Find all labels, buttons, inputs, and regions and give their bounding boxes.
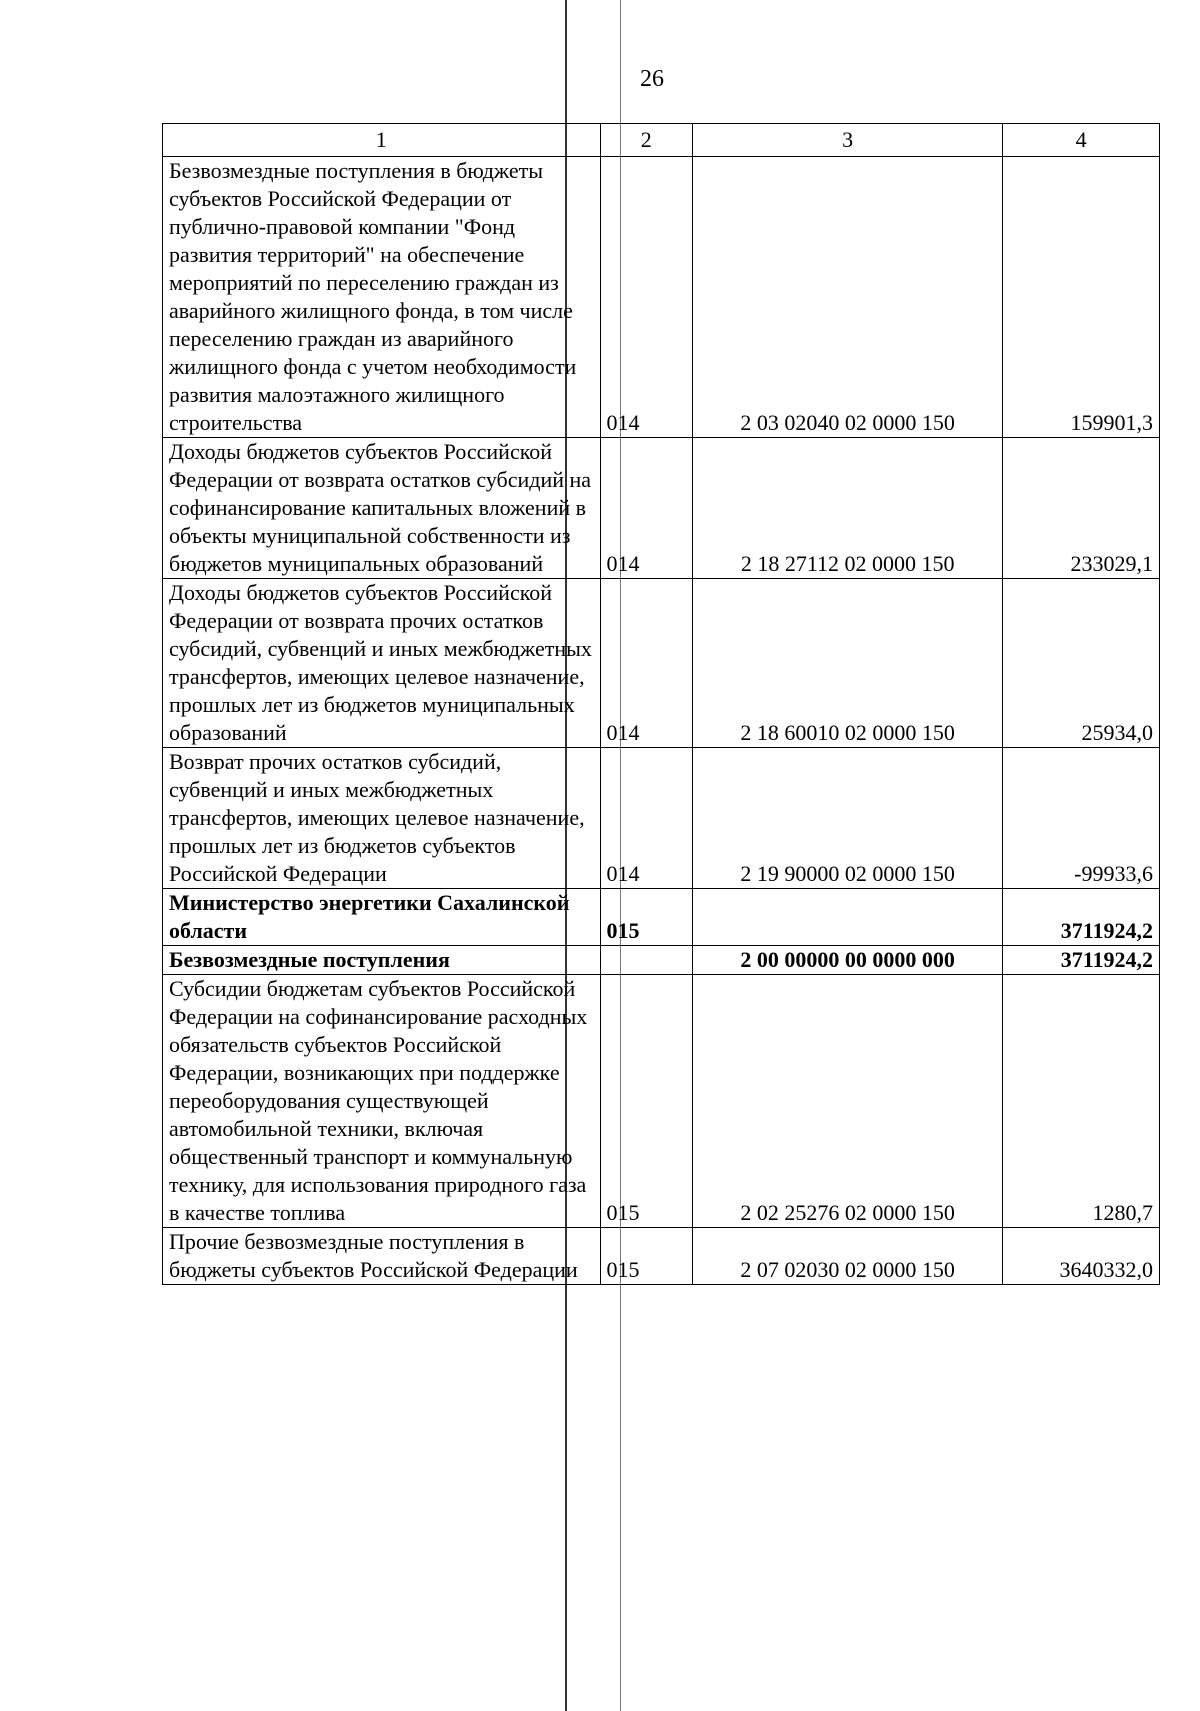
row-revenue-code-cell: 2 00 00000 00 0000 000: [693, 946, 1003, 975]
row-admin-code-cell: [600, 946, 693, 975]
column-header-3: 3: [693, 124, 1003, 157]
row-revenue-code-cell: 2 18 27112 02 0000 150: [693, 438, 1003, 579]
row-name-cell: Безвозмездные поступления в бюджеты субъектов Российской Федерации от публично-правовой компании "Фонд развития территорий" на обеспечение мероприятий по переселению граждан из аварийного жилищного фонда, в том числе переселению граждан из аварийного жилищного фонда с учетом необходимости развития малоэтажного жилищного строительства: [163, 157, 601, 438]
row-admin-code-cell: 015: [600, 889, 693, 946]
row-name-cell: Доходы бюджетов субъектов Российской Федерации от возврата прочих остатков субсидий, субвенций и иных межбюджетных трансфертов, имеющих целевое назначение, прошлых лет из бюджетов муниципальных образований: [163, 579, 601, 748]
row-amount-cell: 3640332,0: [1003, 1228, 1160, 1285]
row-revenue-code-cell: 2 02 25276 02 0000 150: [693, 975, 1003, 1228]
row-amount-cell: 1280,7: [1003, 975, 1160, 1228]
table-row: [163, 748, 1160, 889]
row-admin-code-cell: 014: [600, 438, 693, 579]
row-revenue-code-cell: 2 07 02030 02 0000 150: [693, 1228, 1003, 1285]
row-amount-cell: 3711924,2: [1003, 946, 1160, 975]
table-row: [163, 157, 1160, 438]
table-row: [163, 438, 1160, 579]
column-header-2: 2: [600, 124, 693, 157]
row-admin-code-cell: 015: [600, 1228, 693, 1285]
row-revenue-code-cell: [693, 889, 1003, 946]
column-header-4: 4: [1003, 124, 1160, 157]
row-admin-code-cell: 014: [600, 748, 693, 889]
row-amount-cell: 159901,3: [1003, 157, 1160, 438]
table-row: [163, 889, 1160, 946]
row-name-cell: Министерство энергетики Сахалинской области: [163, 889, 601, 946]
row-name-cell: Субсидии бюджетам субъектов Российской Федерации на софинансирование расходных обязательств субъектов Российской Федерации, возникающих при поддержке переоборудования существующей автомобильной техники, включая общественный транспорт и коммунальную технику, для использования природного газа в качестве топлива: [163, 975, 601, 1228]
row-amount-cell: 3711924,2: [1003, 889, 1160, 946]
row-name-cell: Доходы бюджетов субъектов Российской Федерации от возврата остатков субсидий на софинансирование капитальных вложений в объекты муниципальной собственности из бюджетов муниципальных образований: [163, 438, 601, 579]
table-header-row: [163, 124, 1160, 157]
page-number: 26: [640, 66, 664, 92]
table-row: [163, 1228, 1160, 1285]
row-amount-cell: 233029,1: [1003, 438, 1160, 579]
row-name-cell: Прочие безвозмездные поступления в бюджеты субъектов Российской Федерации: [163, 1228, 601, 1285]
row-admin-code-cell: 014: [600, 579, 693, 748]
row-admin-code-cell: 014: [600, 157, 693, 438]
row-admin-code-cell: 015: [600, 975, 693, 1228]
table-row: [163, 579, 1160, 748]
row-name-cell: Безвозмездные поступления: [163, 946, 601, 975]
budget-revenue-table: [162, 123, 1160, 1285]
row-amount-cell: -99933,6: [1003, 748, 1160, 889]
table-row: [163, 975, 1160, 1228]
table-row: [163, 946, 1160, 975]
row-revenue-code-cell: 2 03 02040 02 0000 150: [693, 157, 1003, 438]
row-revenue-code-cell: 2 18 60010 02 0000 150: [693, 579, 1003, 748]
column-header-1: 1: [163, 124, 601, 157]
row-revenue-code-cell: 2 19 90000 02 0000 150: [693, 748, 1003, 889]
row-name-cell: Возврат прочих остатков субсидий, субвенций и иных межбюджетных трансфертов, имеющих целевое назначение, прошлых лет из бюджетов субъектов Российской Федерации: [163, 748, 601, 889]
row-amount-cell: 25934,0: [1003, 579, 1160, 748]
